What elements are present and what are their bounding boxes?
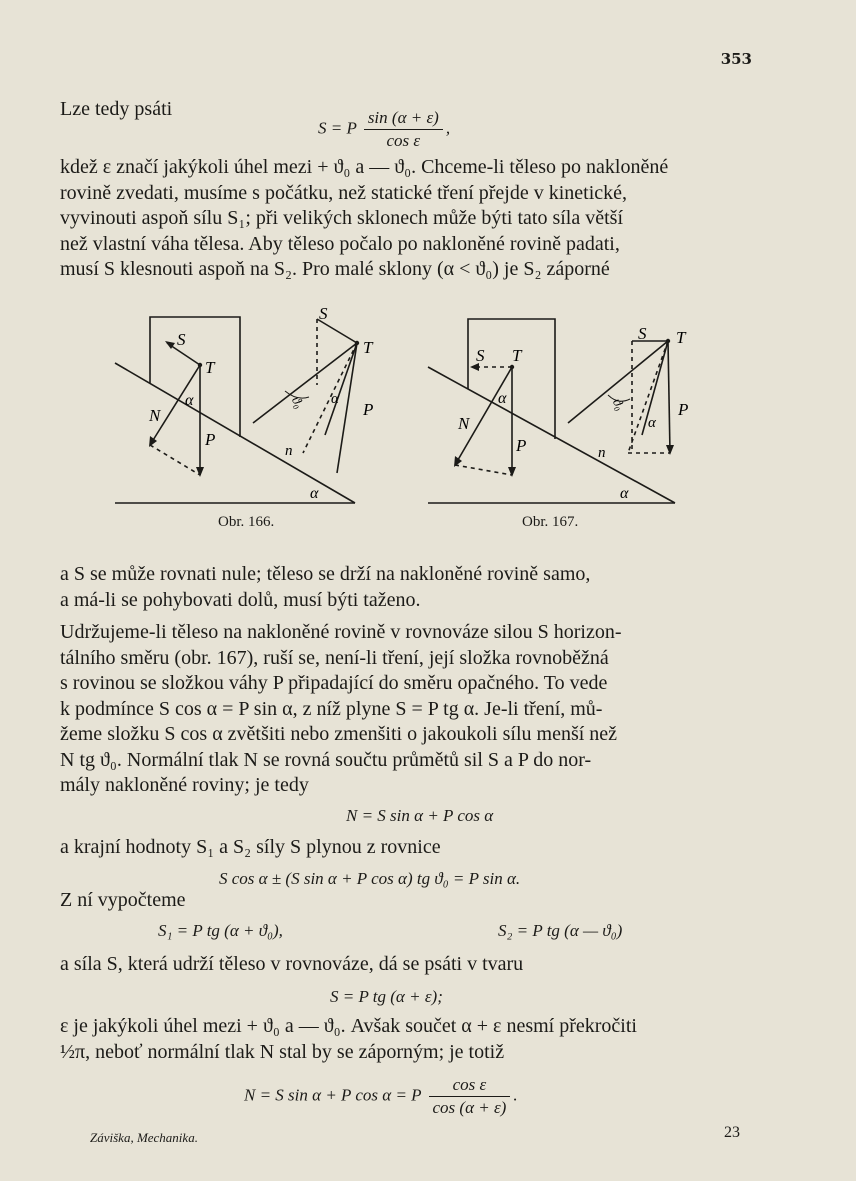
fig167-point-t2 <box>666 339 670 343</box>
paragraph-line: ε je jakýkoli úhel mezi + ϑ₀ a — ϑ₀. Avšak součet α + ε nesmí překročiti <box>60 1015 637 1037</box>
fig167-arrowhead-p <box>508 467 516 477</box>
fig166-label-p2: P <box>363 400 374 419</box>
eq1-lhs: S = P <box>318 118 357 138</box>
eq6-denominator: cos (α + ε) <box>432 1098 507 1117</box>
figure-166-caption: Obr. 166. <box>218 514 275 530</box>
fig167-point-t <box>510 365 514 369</box>
fig166-label-theta: ϑ₀ <box>288 393 308 411</box>
paragraph-line: k podmínce S cos α = P sin α, z níž plyne S = P tg α. Je-li tření, mů- <box>60 697 603 720</box>
paragraph-line: vyvinouti aspoň sílu S₁; při velikých sklonech může býti tato síla větší <box>60 207 624 229</box>
paragraph-line: než vlastní váha tělesa. Aby těleso počalo po nakloněné rovině padati, <box>60 232 620 255</box>
paragraph-line: ½π, neboť normální tlak N stal by se záporným; je totiž <box>60 1040 505 1063</box>
paragraph-line: rovině zvedati, musíme s počátku, než statické tření přejde v kinetické, <box>60 181 628 204</box>
equation-4-right: S₂ = P tg (α — ϑ₀) <box>498 921 623 940</box>
text-line-after-eq4: a síla S, která udrží těleso v rovnováze, dá se psáti v tvaru <box>60 953 524 975</box>
fig167-arrowhead-p2 <box>666 445 674 455</box>
fig166-label-s2: S <box>319 305 328 323</box>
fig166-label-alpha3: α <box>310 485 319 502</box>
paragraph-2 <box>60 562 755 613</box>
fig167-dashed <box>455 465 512 475</box>
paragraph-line: s rovinou se složkou váhy P připadající do směru opačného. To vede <box>60 672 608 694</box>
paragraph-3 <box>60 620 755 799</box>
footer-author-title: Záviška, Mechanika. <box>90 1130 198 1145</box>
eq6-lhs: N = S sin α + P cos α = P <box>244 1085 422 1105</box>
eq6-fraction <box>429 1075 511 1118</box>
eq1-numerator: sin (α + ε) <box>364 108 443 130</box>
fig167-label-t: T <box>512 346 522 365</box>
paragraph-4 <box>60 1014 755 1065</box>
equation-6 <box>244 1075 518 1118</box>
paragraph-line: tálního směru (obr. 167), ruší se, není-li tření, její složka rovnoběžná <box>60 646 609 669</box>
footer-sheet-number: 23 <box>724 1124 740 1141</box>
text-line-after-eq2: a krajní hodnoty S₁ a S₂ síly S plynou z rovnice <box>60 836 441 858</box>
equation-1 <box>318 108 450 151</box>
eq1-fraction <box>364 108 443 151</box>
fig167-label-alpha2: α <box>648 415 656 431</box>
paragraph-line: kdež ε značí jakýkoli úhel mezi + ϑ₀ a — ϑ₀. Chceme-li těleso po nakloněné <box>60 156 669 178</box>
fig166-slope-line <box>253 343 357 423</box>
fig167-label-p2: P <box>678 400 689 419</box>
fig166-label-s: S <box>177 330 186 349</box>
fig166-arrowhead-p <box>196 467 204 477</box>
figure-167 <box>420 305 690 510</box>
eq6-tail: . <box>513 1085 518 1105</box>
paragraph-line: a S se může rovnati nule; těleso se drží na nakloněné rovině samo, <box>60 563 591 585</box>
fig167-label-p: P <box>516 436 527 455</box>
equation-3: S cos α ± (S sin α + P cos α) tg ϑ₀ = P sin α. <box>219 869 521 888</box>
equation-4-left: S₁ = P tg (α + ϑ₀), <box>158 921 283 940</box>
fig166-block <box>150 317 240 437</box>
intro-line: Lze tedy psáti <box>60 98 173 120</box>
fig166-label-p: P <box>205 430 216 449</box>
eq1-tail: , <box>445 118 451 138</box>
fig167-label-small-n: n <box>598 445 606 461</box>
equation-2: N = S sin α + P cos α <box>346 806 494 825</box>
fig167-incline <box>428 367 675 503</box>
fig166-label-t2: T <box>363 338 373 357</box>
fig167-label-alpha3: α <box>620 485 629 502</box>
equation-5: S = P tg (α + ε); <box>330 987 443 1006</box>
eq6-numerator: cos ε <box>429 1075 511 1097</box>
paragraph-line: Udržujeme-li těleso na nakloněné rovině v rovnováze silou S horizon- <box>60 621 622 643</box>
eq1-denominator: cos ε <box>386 131 421 150</box>
paragraph-line: musí S klesnouti aspoň na S₂. Pro malé sklony (α < ϑ₀) je S₂ záporné <box>60 258 610 280</box>
fig167-label-theta: ϑ₀ <box>609 395 629 413</box>
fig166-incline <box>115 363 355 503</box>
fig166-arrowhead-n <box>149 436 157 447</box>
paragraph-line: mály nakloněné roviny; je tedy <box>60 774 309 796</box>
fig167-label-s2: S <box>638 324 647 343</box>
figure-166 <box>105 305 375 510</box>
fig166-label-t: T <box>205 358 215 377</box>
fig167-label-n: N <box>458 414 470 433</box>
fig166-point-t <box>198 363 202 367</box>
text-line-after-eq3: Z ní vypočteme <box>60 889 186 911</box>
fig166-p-line <box>337 343 357 473</box>
paragraph-line: žeme složku S cos α zvětšiti nebo zmenšiti o jakoukoli sílu menší než <box>60 723 618 745</box>
fig166-ray <box>325 343 357 435</box>
fig167-label-s: S <box>476 346 485 365</box>
fig166-point-t2 <box>355 341 359 345</box>
paragraph-line: N tg ϑ₀. Normální tlak N se rovná součtu průmětů sil S a P do nor- <box>60 748 592 771</box>
fig166-label-n: N <box>149 406 161 425</box>
paragraph-1 <box>60 155 755 283</box>
paragraph-line: a má-li se pohybovati dolů, musí býti taženo. <box>60 588 421 611</box>
page-number: 353 <box>720 50 752 68</box>
fig166-dashed <box>150 445 200 475</box>
fig167-p-line <box>668 341 670 453</box>
fig166-label-small-n: n <box>285 443 293 459</box>
fig166-label-alpha: α <box>185 392 194 409</box>
fig167-label-alpha: α <box>498 390 507 407</box>
fig167-label-t2: T <box>676 328 686 347</box>
fig166-label-alpha2: α <box>331 391 339 407</box>
figure-167-caption: Obr. 167. <box>522 514 579 530</box>
